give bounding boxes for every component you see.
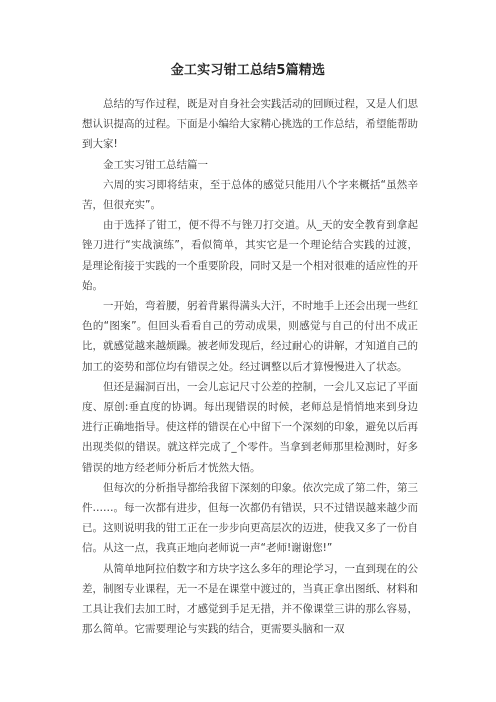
body-paragraph: 但还是漏洞百出，一会儿忘记尺寸公差的控制，一会儿又忘记了平面度、原创:垂直度的协调。每出现错误的时候，老师总是悄悄地来到身边进行正确地指导。使这样的错误在心中留下一个深刻的印象，避免以后再出现类似的错误。就这样完成了_个零件。当拿到老师那里检测时，好多错误的地方经老师分析后才恍然大悟。: [82, 380, 418, 474]
intro-paragraph: 总结的写作过程，既是对自身社会实践活动的回顾过程，又是人们思想认识提高的过程。下面是小编给大家精心挑选的工作总结，希望能帮助到大家!: [82, 98, 418, 151]
body-paragraph: 由于选择了钳工，便不得不与锉刀打交道。从_天的安全教育到拿起锉刀进行“实战演练”，看似简单，其实它是一个理论结合实践的过渡，是理论衔接于实践的一个重要阶段，同时又是一个相对很难的适应性的开始。: [82, 219, 418, 292]
document-title: 金工实习钳工总结5篇精选: [170, 63, 326, 78]
body-paragraph: 但每次的分析指导都给我留下深刻的印象。依次完成了第二件，第三件……。每一次都有进步，但每一次都仍有错误，只不过错误越来越少而已。这则说明我的钳工正在一步步向更高层次的迈进，使我又多了一份自信。从这一点，我真正地向老师说一声“老师!谢谢您!”: [82, 481, 418, 555]
body-paragraph: 六周的实习即将结束，至于总体的感觉只能用八个字来概括“虽然辛苦，但很充实”。: [82, 178, 418, 212]
body-paragraph: 一开始，弯着腰，躬着背累得满头大汗，不时地手上还会出现一些红色的“图案”。但回头看看自己的劳动成果，则感觉与自己的付出不成正比，就感觉越来越烦躁。被老师发现后，经过耐心的讲解，才知道自己的加工的姿势和部位均有错误之处。经过调整以后才算慢慢进入了状态。: [82, 300, 418, 373]
section-heading: 金工实习钳工总结篇一: [103, 158, 208, 171]
body-paragraph: 从简单地阿拉伯数字和方块字这么多年的理论学习，一直到现在的公差，制图专业课程，无一不是在课堂中渡过的，当真正拿出图纸、材料和工具让我们去加工时，才感觉到手足无措，并不像课堂三讲的那么容易，那么简单。它需要理论与实践的结合，更需要头脑和一双: [82, 562, 418, 636]
document-body: [82, 94, 418, 639]
